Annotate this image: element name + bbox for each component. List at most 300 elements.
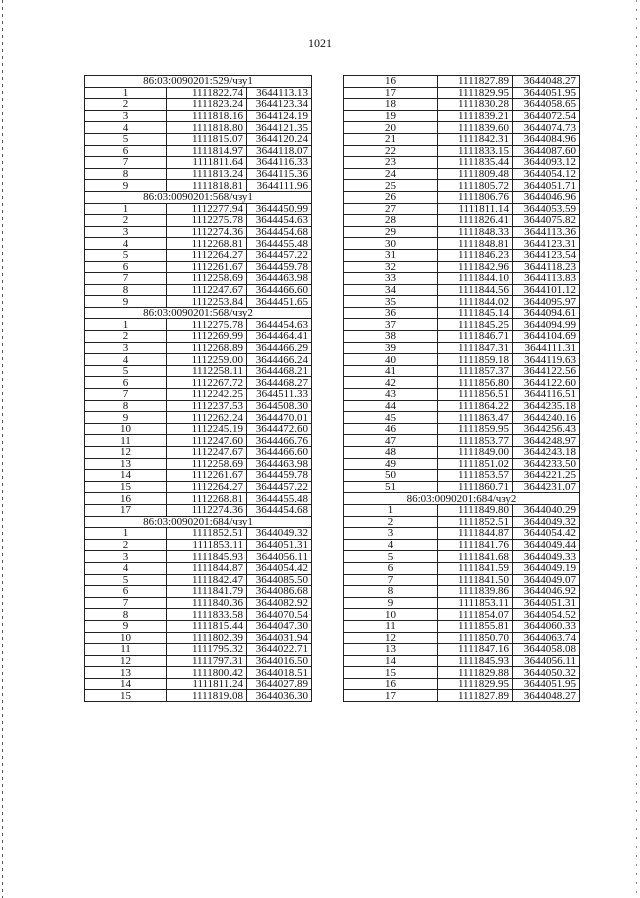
point-number: 18 bbox=[344, 99, 438, 111]
x-coordinate: 1111855.81 bbox=[438, 620, 513, 632]
y-coordinate: 3644240.16 bbox=[513, 412, 580, 424]
y-coordinate: 3644085.50 bbox=[247, 574, 312, 586]
x-coordinate: 1111853.57 bbox=[438, 470, 513, 482]
y-coordinate: 3644075.82 bbox=[513, 215, 580, 227]
x-coordinate: 1111830.28 bbox=[438, 99, 513, 111]
point-number: 8 bbox=[85, 400, 167, 412]
y-coordinate: 3644457.22 bbox=[247, 481, 312, 493]
y-coordinate: 3644049.32 bbox=[513, 516, 580, 528]
parcel-id: 86:03:0090201:568/чзу2 bbox=[85, 307, 312, 319]
coordinate-row bbox=[344, 586, 580, 598]
y-coordinate: 3644054.52 bbox=[513, 609, 580, 621]
y-coordinate: 3644450.99 bbox=[247, 203, 312, 215]
coordinate-row bbox=[344, 145, 580, 157]
x-coordinate: 1111811.64 bbox=[167, 157, 247, 169]
coordinate-row bbox=[85, 319, 312, 331]
coordinate-row bbox=[344, 423, 580, 435]
x-coordinate: 1111844.87 bbox=[167, 562, 247, 574]
point-number: 17 bbox=[344, 87, 438, 99]
page-number: 1021 bbox=[308, 36, 332, 50]
x-coordinate: 1111829.95 bbox=[438, 678, 513, 690]
y-coordinate: 3644084.96 bbox=[513, 133, 580, 145]
point-number: 6 bbox=[85, 261, 167, 273]
coordinate-row bbox=[344, 597, 580, 609]
y-coordinate: 3644118.07 bbox=[247, 145, 312, 157]
x-coordinate: 1111835.44 bbox=[438, 157, 513, 169]
x-coordinate: 1111841.79 bbox=[167, 586, 247, 598]
point-number: 1 bbox=[85, 203, 167, 215]
y-coordinate: 3644459.78 bbox=[247, 261, 312, 273]
y-coordinate: 3644111.96 bbox=[247, 180, 312, 192]
y-coordinate: 3644113.36 bbox=[513, 226, 580, 238]
coordinate-row bbox=[85, 447, 312, 459]
x-coordinate: 1111819.08 bbox=[167, 690, 247, 702]
coordinate-row bbox=[85, 493, 312, 505]
point-number: 33 bbox=[344, 273, 438, 285]
x-coordinate: 1111797.31 bbox=[167, 655, 247, 667]
coordinate-row bbox=[344, 191, 580, 203]
coordinate-row bbox=[344, 87, 580, 99]
point-number: 13 bbox=[344, 644, 438, 656]
point-number: 7 bbox=[85, 157, 167, 169]
coordinate-row bbox=[344, 180, 580, 192]
point-number: 6 bbox=[344, 562, 438, 574]
x-coordinate: 1111857.37 bbox=[438, 365, 513, 377]
parcel-id: 86:03:0090201:684/чзу2 bbox=[344, 493, 580, 505]
point-number: 16 bbox=[344, 76, 438, 88]
x-coordinate: 1111811.24 bbox=[167, 678, 247, 690]
coordinate-row bbox=[85, 296, 312, 308]
point-number: 32 bbox=[344, 261, 438, 273]
y-coordinate: 3644231.07 bbox=[513, 481, 580, 493]
y-coordinate: 3644094.99 bbox=[513, 319, 580, 331]
x-coordinate: 1111805.72 bbox=[438, 180, 513, 192]
x-coordinate: 1112264.27 bbox=[167, 249, 247, 261]
y-coordinate: 3644111.31 bbox=[513, 342, 580, 354]
coordinate-row bbox=[344, 273, 580, 285]
y-coordinate: 3644049.33 bbox=[513, 551, 580, 563]
x-coordinate: 1111842.31 bbox=[438, 133, 513, 145]
coordinate-row bbox=[85, 168, 312, 180]
coordinates-table-left bbox=[84, 75, 312, 702]
x-coordinate: 1111847.16 bbox=[438, 644, 513, 656]
x-coordinate: 1111850.70 bbox=[438, 632, 513, 644]
x-coordinate: 1112242.25 bbox=[167, 389, 247, 401]
coordinate-row bbox=[344, 667, 580, 679]
point-number: 4 bbox=[85, 238, 167, 250]
coordinate-row bbox=[344, 203, 580, 215]
y-coordinate: 3644093.12 bbox=[513, 157, 580, 169]
point-number: 42 bbox=[344, 377, 438, 389]
parcel-header-row bbox=[344, 493, 580, 505]
y-coordinate: 3644074.73 bbox=[513, 122, 580, 134]
x-coordinate: 1111802.39 bbox=[167, 632, 247, 644]
point-number: 23 bbox=[344, 157, 438, 169]
x-coordinate: 1112275.78 bbox=[167, 215, 247, 227]
y-coordinate: 3644120.24 bbox=[247, 133, 312, 145]
y-coordinate: 3644463.98 bbox=[247, 458, 312, 470]
y-coordinate: 3644082.92 bbox=[247, 597, 312, 609]
point-number: 7 bbox=[85, 597, 167, 609]
y-coordinate: 3644463.98 bbox=[247, 273, 312, 285]
x-coordinate: 1111800.42 bbox=[167, 667, 247, 679]
y-coordinate: 3644048.27 bbox=[513, 76, 580, 88]
x-coordinate: 1112275.78 bbox=[167, 319, 247, 331]
y-coordinate: 3644036.30 bbox=[247, 690, 312, 702]
coordinates-table-right bbox=[343, 75, 580, 702]
point-number: 46 bbox=[344, 423, 438, 435]
point-number: 9 bbox=[85, 180, 167, 192]
coordinate-row bbox=[344, 481, 580, 493]
coordinate-row bbox=[344, 620, 580, 632]
y-coordinate: 3644466.60 bbox=[247, 284, 312, 296]
y-coordinate: 3644104.69 bbox=[513, 331, 580, 343]
coordinate-row bbox=[344, 342, 580, 354]
point-number: 5 bbox=[344, 551, 438, 563]
coordinate-row bbox=[85, 354, 312, 366]
y-coordinate: 3644031.94 bbox=[247, 632, 312, 644]
coordinate-row bbox=[85, 644, 312, 656]
x-coordinate: 1112259.00 bbox=[167, 354, 247, 366]
x-coordinate: 1111840.36 bbox=[167, 597, 247, 609]
y-coordinate: 3644054.42 bbox=[513, 528, 580, 540]
point-number: 39 bbox=[344, 342, 438, 354]
x-coordinate: 1111845.93 bbox=[167, 551, 247, 563]
coordinate-row bbox=[344, 307, 580, 319]
point-number: 48 bbox=[344, 447, 438, 459]
point-number: 12 bbox=[344, 632, 438, 644]
coordinate-row bbox=[344, 562, 580, 574]
coordinate-row bbox=[85, 331, 312, 343]
point-number: 2 bbox=[85, 331, 167, 343]
x-coordinate: 1111844.02 bbox=[438, 296, 513, 308]
coordinate-row bbox=[344, 447, 580, 459]
x-coordinate: 1111842.47 bbox=[167, 574, 247, 586]
x-coordinate: 1111844.10 bbox=[438, 273, 513, 285]
coordinate-row bbox=[85, 562, 312, 574]
coordinate-row bbox=[344, 365, 580, 377]
parcel-id: 86:03:0090201:568/чзу1 bbox=[85, 191, 312, 203]
x-coordinate: 1111847.31 bbox=[438, 342, 513, 354]
y-coordinate: 3644058.65 bbox=[513, 99, 580, 111]
y-coordinate: 3644454.68 bbox=[247, 226, 312, 238]
coordinate-row bbox=[85, 87, 312, 99]
x-coordinate: 1111815.44 bbox=[167, 620, 247, 632]
y-coordinate: 3644468.27 bbox=[247, 377, 312, 389]
y-coordinate: 3644233.50 bbox=[513, 458, 580, 470]
x-coordinate: 1111851.02 bbox=[438, 458, 513, 470]
point-number: 3 bbox=[85, 551, 167, 563]
x-coordinate: 1112237.53 bbox=[167, 400, 247, 412]
y-coordinate: 3644459.78 bbox=[247, 470, 312, 482]
x-coordinate: 1112268.81 bbox=[167, 493, 247, 505]
point-number: 8 bbox=[85, 284, 167, 296]
x-coordinate: 1112258.69 bbox=[167, 273, 247, 285]
y-coordinate: 3644095.97 bbox=[513, 296, 580, 308]
x-coordinate: 1111813.24 bbox=[167, 168, 247, 180]
point-number: 13 bbox=[85, 667, 167, 679]
point-number: 11 bbox=[344, 620, 438, 632]
y-coordinate: 3644124.19 bbox=[247, 110, 312, 122]
y-coordinate: 3644243.18 bbox=[513, 447, 580, 459]
x-coordinate: 1112268.89 bbox=[167, 342, 247, 354]
coordinate-row bbox=[344, 284, 580, 296]
y-coordinate: 3644051.71 bbox=[513, 180, 580, 192]
coordinate-row bbox=[85, 284, 312, 296]
y-coordinate: 3644049.07 bbox=[513, 574, 580, 586]
y-coordinate: 3644022.71 bbox=[247, 644, 312, 656]
x-coordinate: 1111841.59 bbox=[438, 562, 513, 574]
y-coordinate: 3644051.95 bbox=[513, 87, 580, 99]
coordinate-row bbox=[344, 551, 580, 563]
point-number: 15 bbox=[85, 690, 167, 702]
point-number: 28 bbox=[344, 215, 438, 227]
coordinate-row bbox=[344, 389, 580, 401]
coordinate-row bbox=[344, 122, 580, 134]
coordinate-row bbox=[344, 331, 580, 343]
point-number: 7 bbox=[85, 389, 167, 401]
point-number: 2 bbox=[85, 215, 167, 227]
coordinate-row bbox=[344, 354, 580, 366]
x-coordinate: 1112274.36 bbox=[167, 504, 247, 516]
point-number: 14 bbox=[85, 678, 167, 690]
coordinate-row bbox=[344, 249, 580, 261]
x-coordinate: 1111854.07 bbox=[438, 609, 513, 621]
point-number: 4 bbox=[85, 562, 167, 574]
point-number: 11 bbox=[85, 644, 167, 656]
y-coordinate: 3644016.50 bbox=[247, 655, 312, 667]
point-number: 16 bbox=[85, 493, 167, 505]
coordinate-row bbox=[85, 586, 312, 598]
y-coordinate: 3644464.41 bbox=[247, 331, 312, 343]
coordinate-row bbox=[85, 551, 312, 563]
coordinate-row bbox=[85, 528, 312, 540]
coordinate-row bbox=[85, 249, 312, 261]
coordinate-row bbox=[344, 238, 580, 250]
x-coordinate: 1112247.60 bbox=[167, 435, 247, 447]
point-number: 15 bbox=[344, 667, 438, 679]
x-coordinate: 1111844.56 bbox=[438, 284, 513, 296]
point-number: 5 bbox=[85, 133, 167, 145]
x-coordinate: 1111860.71 bbox=[438, 481, 513, 493]
x-coordinate: 1111845.14 bbox=[438, 307, 513, 319]
parcel-header-row bbox=[85, 191, 312, 203]
point-number: 34 bbox=[344, 284, 438, 296]
coordinate-row bbox=[85, 273, 312, 285]
coordinate-row bbox=[85, 609, 312, 621]
y-coordinate: 3644046.92 bbox=[513, 586, 580, 598]
point-number: 49 bbox=[344, 458, 438, 470]
coordinate-row bbox=[344, 215, 580, 227]
x-coordinate: 1111845.93 bbox=[438, 655, 513, 667]
coordinate-row bbox=[85, 504, 312, 516]
coordinate-row bbox=[344, 470, 580, 482]
y-coordinate: 3644457.22 bbox=[247, 249, 312, 261]
y-coordinate: 3644049.44 bbox=[513, 539, 580, 551]
y-coordinate: 3644086.68 bbox=[247, 586, 312, 598]
parcel-header-row bbox=[85, 307, 312, 319]
x-coordinate: 1111827.89 bbox=[438, 690, 513, 702]
y-coordinate: 3644063.74 bbox=[513, 632, 580, 644]
y-coordinate: 3644119.63 bbox=[513, 354, 580, 366]
y-coordinate: 3644040.29 bbox=[513, 504, 580, 516]
parcel-id: 86:03:0090201:684/чзу1 bbox=[85, 516, 312, 528]
x-coordinate: 1111849.80 bbox=[438, 504, 513, 516]
point-number: 7 bbox=[344, 574, 438, 586]
y-coordinate: 3644046.96 bbox=[513, 191, 580, 203]
point-number: 38 bbox=[344, 331, 438, 343]
y-coordinate: 3644508.30 bbox=[247, 400, 312, 412]
coordinate-row bbox=[85, 226, 312, 238]
y-coordinate: 3644087.60 bbox=[513, 145, 580, 157]
coordinate-row bbox=[344, 516, 580, 528]
coordinate-row bbox=[85, 678, 312, 690]
point-number: 6 bbox=[85, 145, 167, 157]
point-number: 5 bbox=[85, 365, 167, 377]
x-coordinate: 1111829.88 bbox=[438, 667, 513, 679]
x-coordinate: 1111853.77 bbox=[438, 435, 513, 447]
point-number: 10 bbox=[85, 632, 167, 644]
x-coordinate: 1111826.41 bbox=[438, 215, 513, 227]
coordinate-row bbox=[85, 400, 312, 412]
point-number: 16 bbox=[344, 678, 438, 690]
x-coordinate: 1112247.67 bbox=[167, 447, 247, 459]
coordinate-row bbox=[85, 389, 312, 401]
point-number: 51 bbox=[344, 481, 438, 493]
coordinate-row bbox=[344, 504, 580, 516]
point-number: 37 bbox=[344, 319, 438, 331]
coordinate-row bbox=[85, 203, 312, 215]
point-number: 22 bbox=[344, 145, 438, 157]
point-number: 2 bbox=[85, 99, 167, 111]
coordinate-row bbox=[344, 76, 580, 88]
point-number: 3 bbox=[85, 342, 167, 354]
y-coordinate: 3644050.32 bbox=[513, 667, 580, 679]
y-coordinate: 3644049.32 bbox=[247, 528, 312, 540]
point-number: 12 bbox=[85, 655, 167, 667]
point-number: 9 bbox=[85, 620, 167, 632]
x-coordinate: 1111859.95 bbox=[438, 423, 513, 435]
y-coordinate: 3644122.56 bbox=[513, 365, 580, 377]
point-number: 24 bbox=[344, 168, 438, 180]
y-coordinate: 3644470.01 bbox=[247, 412, 312, 424]
coordinate-row bbox=[85, 157, 312, 169]
point-number: 1 bbox=[85, 528, 167, 540]
coordinate-row bbox=[85, 145, 312, 157]
coordinate-row bbox=[85, 342, 312, 354]
coordinate-row bbox=[344, 690, 580, 702]
point-number: 4 bbox=[85, 122, 167, 134]
coordinate-row bbox=[344, 133, 580, 145]
coordinate-row bbox=[85, 481, 312, 493]
coordinate-row bbox=[85, 215, 312, 227]
coordinate-row bbox=[344, 632, 580, 644]
y-coordinate: 3644047.30 bbox=[247, 620, 312, 632]
coordinate-row bbox=[85, 122, 312, 134]
y-coordinate: 3644454.68 bbox=[247, 504, 312, 516]
coordinate-row bbox=[344, 157, 580, 169]
coordinate-row bbox=[85, 412, 312, 424]
x-coordinate: 1111829.95 bbox=[438, 87, 513, 99]
x-coordinate: 1111842.96 bbox=[438, 261, 513, 273]
coordinate-row bbox=[85, 667, 312, 679]
point-number: 29 bbox=[344, 226, 438, 238]
point-number: 11 bbox=[85, 435, 167, 447]
y-coordinate: 3644116.51 bbox=[513, 389, 580, 401]
x-coordinate: 1111856.80 bbox=[438, 377, 513, 389]
coordinate-row bbox=[85, 180, 312, 192]
y-coordinate: 3644455.48 bbox=[247, 238, 312, 250]
x-coordinate: 1111833.15 bbox=[438, 145, 513, 157]
y-coordinate: 3644060.33 bbox=[513, 620, 580, 632]
point-number: 20 bbox=[344, 122, 438, 134]
point-number: 1 bbox=[85, 319, 167, 331]
point-number: 26 bbox=[344, 191, 438, 203]
x-coordinate: 1111823.24 bbox=[167, 99, 247, 111]
x-coordinate: 1111811.14 bbox=[438, 203, 513, 215]
point-number: 36 bbox=[344, 307, 438, 319]
point-number: 3 bbox=[344, 528, 438, 540]
point-number: 47 bbox=[344, 435, 438, 447]
x-coordinate: 1112262.24 bbox=[167, 412, 247, 424]
y-coordinate: 3644466.76 bbox=[247, 435, 312, 447]
y-coordinate: 3644058.08 bbox=[513, 644, 580, 656]
scan-left-edge bbox=[2, 0, 3, 898]
point-number: 2 bbox=[85, 539, 167, 551]
coordinate-row bbox=[85, 574, 312, 586]
x-coordinate: 1111818.81 bbox=[167, 180, 247, 192]
y-coordinate: 3644115.36 bbox=[247, 168, 312, 180]
y-coordinate: 3644027.89 bbox=[247, 678, 312, 690]
coordinate-row bbox=[344, 110, 580, 122]
point-number: 6 bbox=[85, 377, 167, 389]
y-coordinate: 3644118.23 bbox=[513, 261, 580, 273]
point-number: 14 bbox=[85, 470, 167, 482]
x-coordinate: 1111849.00 bbox=[438, 447, 513, 459]
x-coordinate: 1112261.67 bbox=[167, 261, 247, 273]
point-number: 13 bbox=[85, 458, 167, 470]
coordinate-row bbox=[344, 574, 580, 586]
coordinate-row bbox=[85, 690, 312, 702]
x-coordinate: 1111853.11 bbox=[438, 597, 513, 609]
x-coordinate: 1111863.47 bbox=[438, 412, 513, 424]
coordinate-row bbox=[85, 238, 312, 250]
parcel-header-row bbox=[85, 76, 312, 88]
x-coordinate: 1111859.18 bbox=[438, 354, 513, 366]
x-coordinate: 1112245.19 bbox=[167, 423, 247, 435]
point-number: 8 bbox=[85, 168, 167, 180]
y-coordinate: 3644113.83 bbox=[513, 273, 580, 285]
x-coordinate: 1111856.51 bbox=[438, 389, 513, 401]
x-coordinate: 1111815.07 bbox=[167, 133, 247, 145]
point-number: 30 bbox=[344, 238, 438, 250]
x-coordinate: 1111848.33 bbox=[438, 226, 513, 238]
x-coordinate: 1111822.74 bbox=[167, 87, 247, 99]
point-number: 4 bbox=[85, 354, 167, 366]
coordinate-row bbox=[344, 539, 580, 551]
coordinate-row bbox=[344, 609, 580, 621]
point-number: 15 bbox=[85, 481, 167, 493]
point-number: 19 bbox=[344, 110, 438, 122]
point-number: 8 bbox=[344, 586, 438, 598]
parcel-id: 86:03:0090201:529/чзу1 bbox=[85, 76, 312, 88]
point-number: 12 bbox=[85, 447, 167, 459]
y-coordinate: 3644072.54 bbox=[513, 110, 580, 122]
y-coordinate: 3644054.12 bbox=[513, 168, 580, 180]
x-coordinate: 1112261.67 bbox=[167, 470, 247, 482]
point-number: 35 bbox=[344, 296, 438, 308]
coordinate-row bbox=[85, 99, 312, 111]
